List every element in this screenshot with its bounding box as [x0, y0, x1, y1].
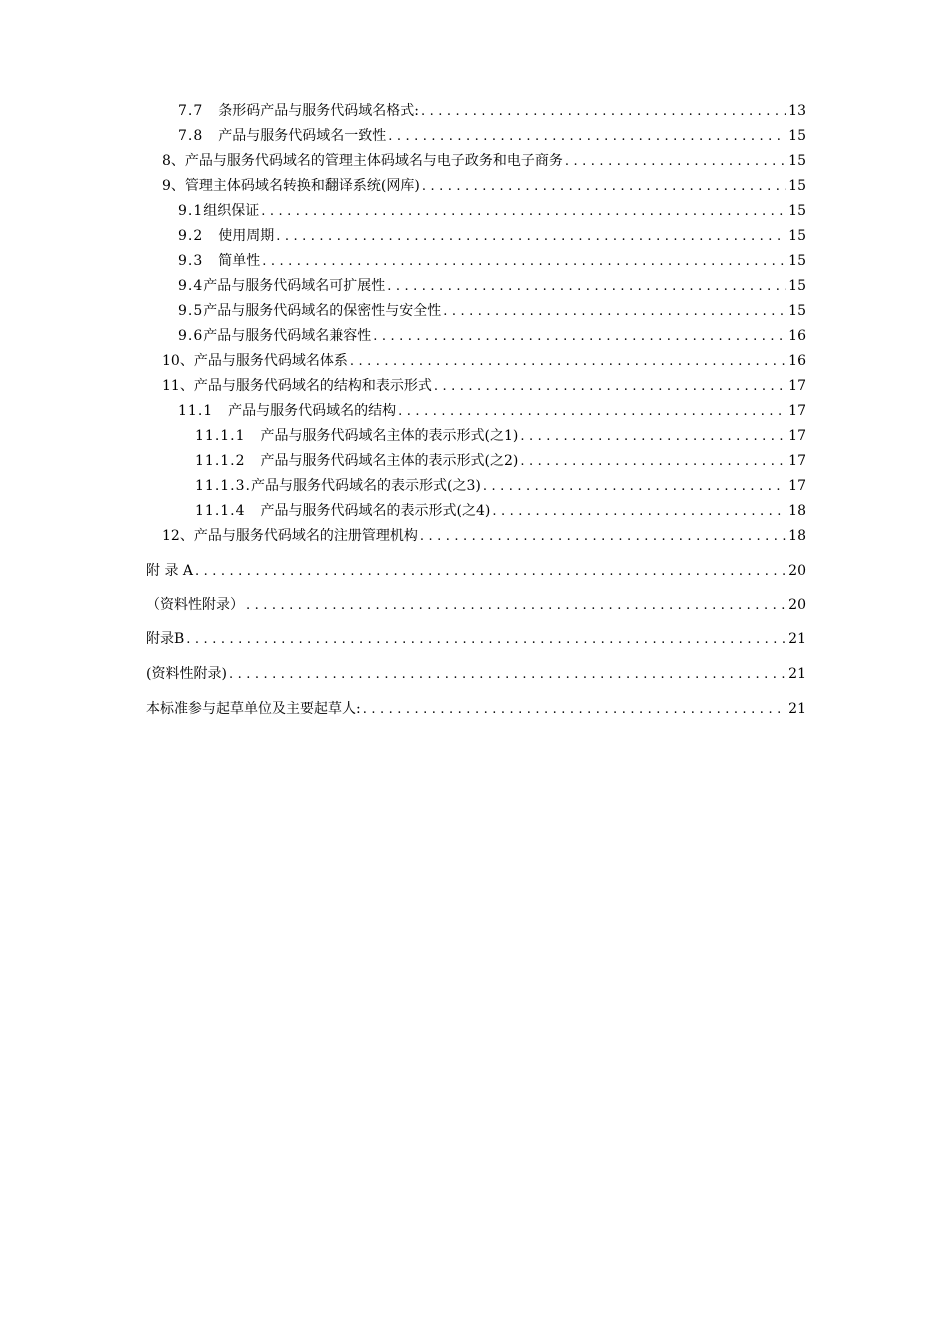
toc-entry-appendix-a-note[interactable]: [146, 596, 806, 615]
toc-entry-title: 简单性: [218, 253, 261, 269]
dot-leader: [483, 478, 786, 496]
toc-entry-title: 产品与服务代码域名一致性: [218, 128, 387, 144]
toc-entry-10[interactable]: [162, 352, 806, 371]
toc-entry-title: 产品与服务代码域名的表示形式(之4): [260, 503, 491, 519]
toc-entry-appendix-b[interactable]: [146, 630, 806, 649]
toc-entry-9-4[interactable]: [178, 277, 806, 296]
toc-entry-number: 7.8: [178, 128, 219, 144]
dot-leader: [492, 503, 786, 521]
toc-entry-number: 9.5: [178, 303, 204, 319]
toc-entry-page: 21: [788, 631, 806, 647]
dot-leader: [388, 128, 786, 146]
dot-leader: [387, 278, 786, 296]
toc-entry-number: 11.1.3.: [195, 478, 251, 494]
toc-entry-page: 15: [788, 153, 806, 169]
toc-entry-page: 15: [788, 303, 806, 319]
toc-entry-title: 11、产品与服务代码域名的结构和表示形式: [162, 378, 432, 394]
toc-entry-appendix-b-note[interactable]: [146, 665, 806, 684]
toc-entry-page: 17: [788, 403, 806, 419]
toc-entry-page: 18: [788, 528, 806, 544]
toc-entry-number: 11.1.1: [195, 428, 261, 444]
toc-entry-title: 使用周期: [218, 228, 275, 244]
dot-leader: [421, 103, 786, 121]
toc-entry-appendix-a[interactable]: [146, 562, 806, 581]
toc-entry-title: 产品与服务代码域名的结构: [228, 403, 397, 419]
toc-entry-number: 9.4: [178, 278, 204, 294]
toc-entry-11-1-4[interactable]: [195, 502, 806, 521]
dot-leader: [373, 328, 786, 346]
toc-entry-number: 11.1: [178, 403, 229, 419]
toc-entry-page: 15: [788, 178, 806, 194]
toc-entry-page: 21: [788, 701, 806, 717]
toc-entry-number: 7.7: [178, 103, 219, 119]
toc-entry-page: 16: [788, 328, 806, 344]
toc-entry-title: （资料性附录）: [146, 597, 244, 613]
toc-entry-number: 9.2: [178, 228, 219, 244]
toc-entry-9-1[interactable]: [178, 202, 806, 221]
toc-entry-page: 17: [788, 478, 806, 494]
toc-entry-9-2[interactable]: [178, 227, 806, 246]
toc-entry-title: 产品与服务代码域名主体的表示形式(之1): [260, 428, 519, 444]
toc-entry-9-3[interactable]: [178, 252, 806, 271]
toc-entry-title: 附录B: [146, 631, 185, 647]
toc-entry-page: 17: [788, 453, 806, 469]
toc-entry-page: 15: [788, 278, 806, 294]
toc-entry-title: 12、产品与服务代码域名的注册管理机构: [162, 528, 418, 544]
dot-leader: [363, 701, 786, 719]
dot-leader: [186, 631, 786, 649]
toc-entry-title: 条形码产品与服务代码域名格式:: [218, 103, 419, 119]
toc-entry-11-1-1[interactable]: [195, 427, 806, 446]
toc-entry-9[interactable]: [162, 177, 806, 196]
toc-entry-number: 9.3: [178, 253, 219, 269]
toc-entry-title: (资料性附录): [146, 666, 227, 682]
toc-entry-title: 产品与服务代码域名可扩展性: [203, 278, 386, 294]
toc-entry-number: 11.1.4: [195, 503, 261, 519]
toc-entry-page: 13: [788, 103, 806, 119]
toc-entry-title: 产品与服务代码域名的表示形式(之3): [250, 478, 481, 494]
dot-leader: [422, 178, 786, 196]
toc-entry-8[interactable]: [162, 152, 806, 171]
dot-leader: [246, 597, 786, 615]
dot-leader: [520, 453, 786, 471]
toc-entry-title: 10、产品与服务代码域名体系: [162, 353, 348, 369]
dot-leader: [565, 153, 786, 171]
dot-leader: [229, 666, 786, 684]
toc-entry-number: 11.1.2: [195, 453, 261, 469]
toc-entry-7-7[interactable]: [178, 102, 806, 121]
toc-entry-title: 本标准参与起草单位及主要起草人:: [146, 701, 361, 717]
toc-entry-number: 9.6: [178, 328, 204, 344]
dot-leader: [443, 303, 786, 321]
dot-leader: [261, 203, 786, 221]
toc-entry-title: 附 录 A: [146, 563, 194, 579]
toc-entry-title: 组织保证: [203, 203, 260, 219]
toc-entry-title: 9、管理主体码域名转换和翻译系统(网库): [162, 178, 420, 194]
dot-leader: [520, 428, 786, 446]
toc-entry-title: 8、产品与服务代码域名的管理主体码域名与电子政务和电子商务: [162, 153, 563, 169]
dot-leader: [398, 403, 786, 421]
toc-entry-page: 20: [788, 597, 806, 613]
toc-entry-drafters[interactable]: [146, 700, 806, 719]
toc-entry-11-1[interactable]: [178, 402, 806, 421]
dot-leader: [434, 378, 786, 396]
toc-entry-title: 产品与服务代码域名兼容性: [203, 328, 372, 344]
toc-entry-title: 产品与服务代码域名的保密性与安全性: [203, 303, 442, 319]
toc-entry-page: 18: [788, 503, 806, 519]
toc-entry-page: 17: [788, 428, 806, 444]
toc-entry-page: 15: [788, 128, 806, 144]
toc-entry-number: 9.1: [178, 203, 204, 219]
dot-leader: [262, 253, 786, 271]
dot-leader: [276, 228, 786, 246]
toc-entry-9-6[interactable]: [178, 327, 806, 346]
dot-leader: [350, 353, 786, 371]
toc-entry-title: 产品与服务代码域名主体的表示形式(之2): [260, 453, 519, 469]
toc-entry-page: 15: [788, 203, 806, 219]
toc-entry-page: 15: [788, 253, 806, 269]
toc-entry-page: 15: [788, 228, 806, 244]
toc-entry-7-8[interactable]: [178, 127, 806, 146]
toc-entry-page: 17: [788, 378, 806, 394]
toc-entry-page: 16: [788, 353, 806, 369]
toc-entry-9-5[interactable]: [178, 302, 806, 321]
dot-leader: [420, 528, 786, 546]
toc-entry-12[interactable]: [162, 527, 806, 546]
toc-entry-11-1-2[interactable]: [195, 452, 806, 471]
toc-entry-11[interactable]: [162, 377, 806, 396]
toc-entry-11-1-3[interactable]: [195, 477, 806, 496]
toc-entry-page: 20: [788, 563, 806, 579]
dot-leader: [195, 563, 786, 581]
toc-entry-page: 21: [788, 666, 806, 682]
